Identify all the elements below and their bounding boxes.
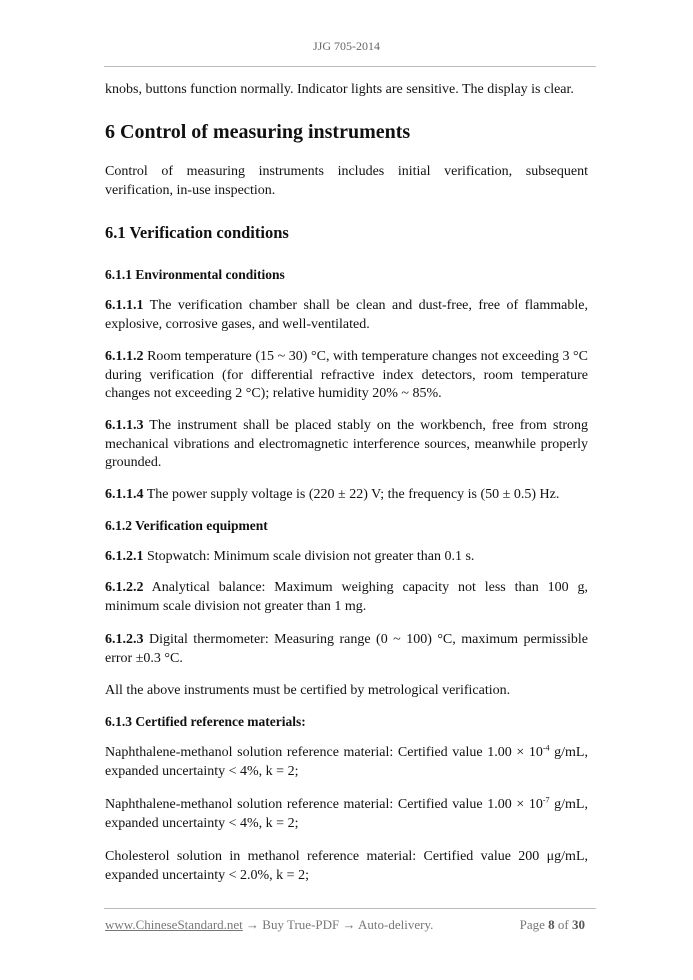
section-heading: 6 Control of measuring instruments [105,121,411,143]
page-number: Page 8 of 30 [519,917,585,932]
reference-material-3: Cholesterol solution in methanol reference material: Certified value 200 μg/mL, expanded uncertainty < 2.0%, k = 2; [105,849,588,883]
clause-6123: 6.1.2.3 Digital thermometer: Measuring range (0 ~ 100) °C, maximum permissible error ±0.3 °C. [105,632,588,666]
clause-6113: 6.1.1.3 The instrument shall be placed stably on the workbench, free from strong mechanical vibrations and electromagnetic interference sources, meanwhile properly grounded. [105,418,588,471]
paragraph: knobs, buttons function normally. Indicator lights are sensitive. The display is clear. [105,82,574,97]
clause-heading: 6.1.2 Verification equipment [105,518,268,533]
clause-6114: 6.1.1.4 The power supply voltage is (220 ± 22) V; the frequency is (50 ± 0.5) Hz. [105,487,560,502]
reference-material-1: Naphthalene-methanol solution reference material: Certified value $1.00 \times 10^{-4}$ g/mL, expanded uncertainty < 4%, k = 2; [105,743,588,779]
footer [105,917,585,933]
header-divider [104,66,596,67]
clause-6111: 6.1.1.1 The verification chamber shall be clean and dust-free, free of flammable, explosive, corrosive gases, and well-ventilated. [105,298,588,332]
footer-link[interactable]: www.ChineseStandard.net [105,917,243,932]
clause-6122: 6.1.2.2 Analytical balance: Maximum weighing capacity not less than 100 g, minimum scale division not greater than 1 mg. [105,580,588,614]
paragraph: All the above instruments must be certified by metrological verification. [105,683,511,698]
subsection-heading: 6.1 Verification conditions [105,223,289,242]
footer-text: → Buy True-PDF → Auto-delivery. [242,917,434,932]
paragraph: Control of measuring instruments includes initial verification, subsequent verification, in-use inspection. [105,164,588,198]
clause-6112: 6.1.1.2 Room temperature (15 ~ 30) °C, with temperature changes not exceeding 3 °C during verification (for differential refractive index detectors, room temperature changes not exceeding 2 °C); relative humidity 20% ~ 85%. [105,349,588,402]
clause-heading: 6.1.3 Certified reference materials: [105,714,306,729]
footer-divider [104,908,596,909]
reference-material-2: Naphthalene-methanol solution reference material: Certified value $1.00 \times 10^{-7}$ g/mL, expanded uncertainty < 4%, k = 2; [105,795,588,831]
header-doc-id: JJG 705-2014 [312,39,380,53]
clause-6121: 6.1.2.1 Stopwatch: Minimum scale division not greater than 0.1 s. [105,549,475,564]
clause-heading: 6.1.1 Environmental conditions [105,267,285,282]
